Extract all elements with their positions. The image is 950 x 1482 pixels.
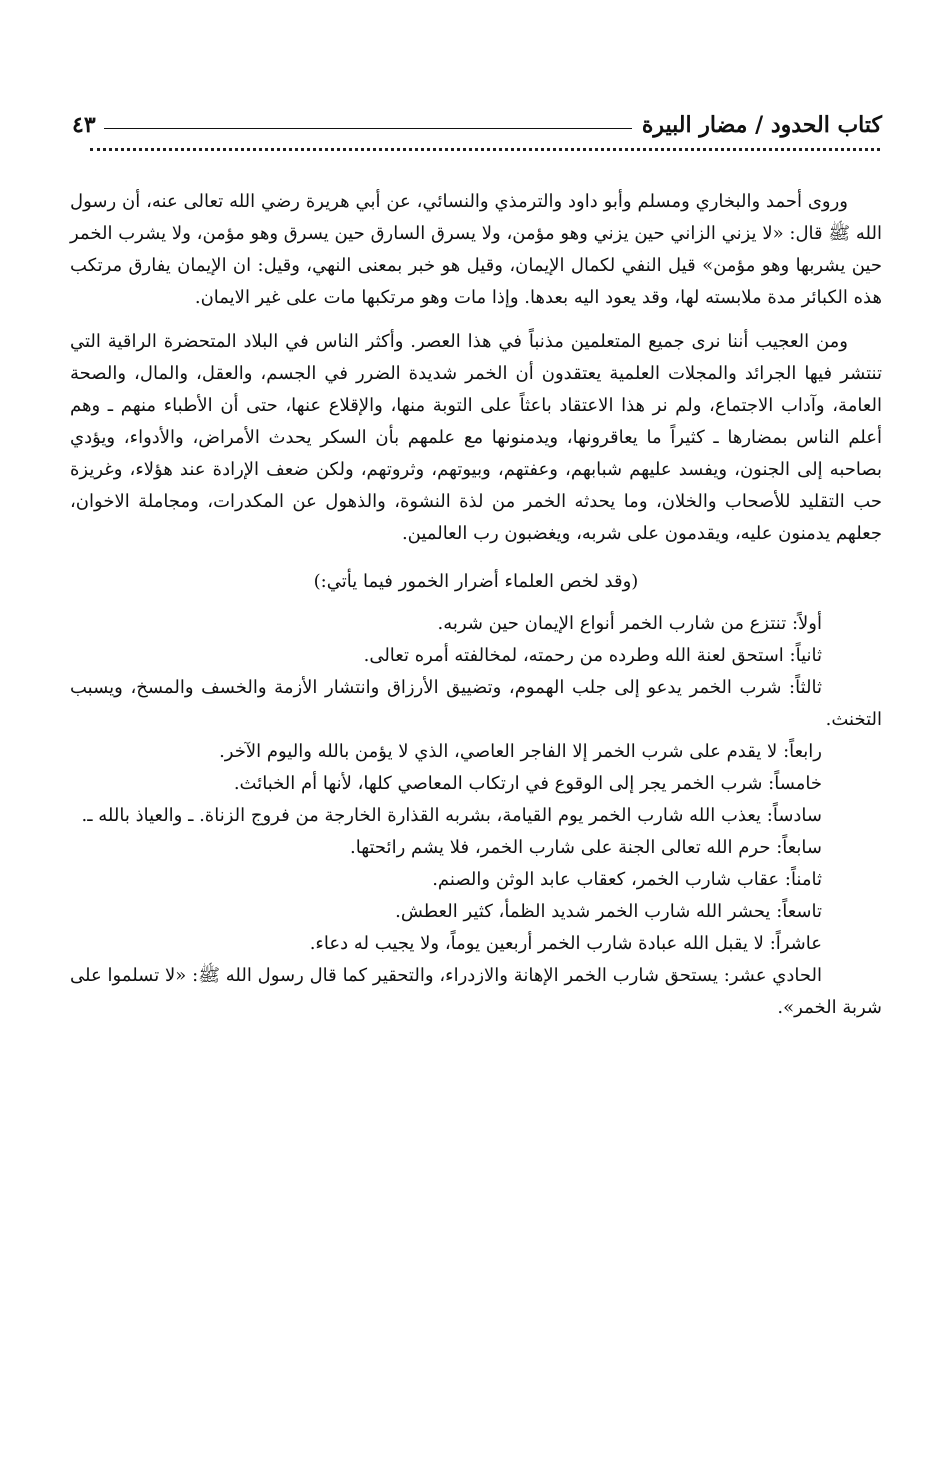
list-item: أولاً: تنتزع من شارب الخمر أنواع الإيمان حين شربه. [437, 613, 822, 634]
header-rule [104, 128, 632, 129]
list-item: ثامناً: عقاب شارب الخمر، كعقاب عابد الوثن والصنم. [432, 869, 822, 890]
list-item: رابعاً: لا يقدم على شرب الخمر إلا الفاجر العاصي، الذي لا يؤمن بالله واليوم الآخر. [219, 741, 822, 762]
page-number: ٤٣ [72, 112, 96, 138]
page-body [70, 186, 882, 1024]
list-item: تاسعاً: يحشر الله شارب الخمر شديد الظمأ، كثير العطش. [395, 901, 822, 922]
list-item: ثالثاً: شرب الخمر يدعو إلى جلب الهموم، وتضييق الأرزاق وانتشار الأزمة والخسف والمسخ، ويسبب التخنث. [70, 677, 882, 730]
paragraph-hadith: وروى أحمد والبخاري ومسلم وأبو داود والترمذي والنسائي، عن أبي هريرة رضي الله تعالى عنه، أن رسول الله ﷺ قال: «لا يزني الزاني حين يزني وهو مؤمن، ولا يسرق السارق حين يسرق وهو مؤمن، ولا يشرب الخمر حين يشربها وهو مؤمن» قيل النفي لكمال الإيمان، وقيل هو خبر بمعنى النهي، وقيل: ان الإيمان يفارق مرتكب هذه الكبائر مدة ملابسته لها، وقد يعود اليه بعدها. وإذا مات وهو مرتكبها مات على غير الايمان. [70, 191, 882, 308]
list-item: سادساً: يعذب الله شارب الخمر يوم القيامة، بشربه القذارة الخارجة من فروج الزناة. ـ والعياذ بالله ـ. [81, 805, 822, 826]
list-item: خامساً: شرب الخمر يجر إلى الوقوع في ارتكاب المعاصي كلها، لأنها أم الخبائث. [233, 773, 822, 794]
header-title: كتاب الحدود / مضار البيرة [641, 112, 882, 138]
list-item: سابعاً: حرم الله تعالى الجنة على شارب الخمر، فلا يشم رائحتها. [350, 837, 822, 858]
running-header [72, 98, 882, 138]
paragraph-educated: ومن العجيب أننا نرى جميع المتعلمين مذنباً في هذا العصر. وأكثر الناس في البلاد المتحضرة الراقية التي تنتشر فيها الجرائد والمجلات العلمية يعتقدون أن الخمر شديدة الضرر في الجسم، والعقل، والمال، والصحة العامة، وآداب الاجتماع، ولم نر هذا الاعتقاد باعثاً على التوبة منها، والإقلاع عنها، حتى أن الأطباء منهم ـ وهم أعلم الناس بمضارها ـ كثيراً ما يعاقرونها، ويدمنونها مع علمهم بأن السكر يحدث الأمراض، والأدواء، ويؤدي بصاحبه إلى الجنون، ويفسد عليهم شبابهم، وعفتهم، وبيوتهم، وثروتهم، ولكن ضعف الإرادة عند هؤلاء، وغريزة حب التقليد للأصحاب والخلان، وما يحدثه الخمر من لذة النشوة، والذهول عن المكدرات، ومجاملة الاخوان، جعلهم يدمنون عليه، ويقدمون على شربه، ويغضبون رب العالمين. [70, 331, 882, 544]
list-item: الحادي عشر: يستحق شارب الخمر الإهانة والازدراء، والتحقير كما قال رسول الله ﷺ: «لا تسلموا على شربة الخمر». [70, 965, 882, 1018]
summary-heading: (وقد لخص العلماء أضرار الخمور فيما يأتي:) [313, 571, 639, 592]
list-item: عاشراً: لا يقبل الله عبادة شارب الخمر أربعين يوماً، ولا يجيب له دعاء. [309, 933, 822, 954]
list-item: ثانياً: استحق لعنة الله وطرده من رحمته، لمخالفته أمره تعالى. [363, 645, 822, 666]
dotted-separator [90, 148, 880, 151]
